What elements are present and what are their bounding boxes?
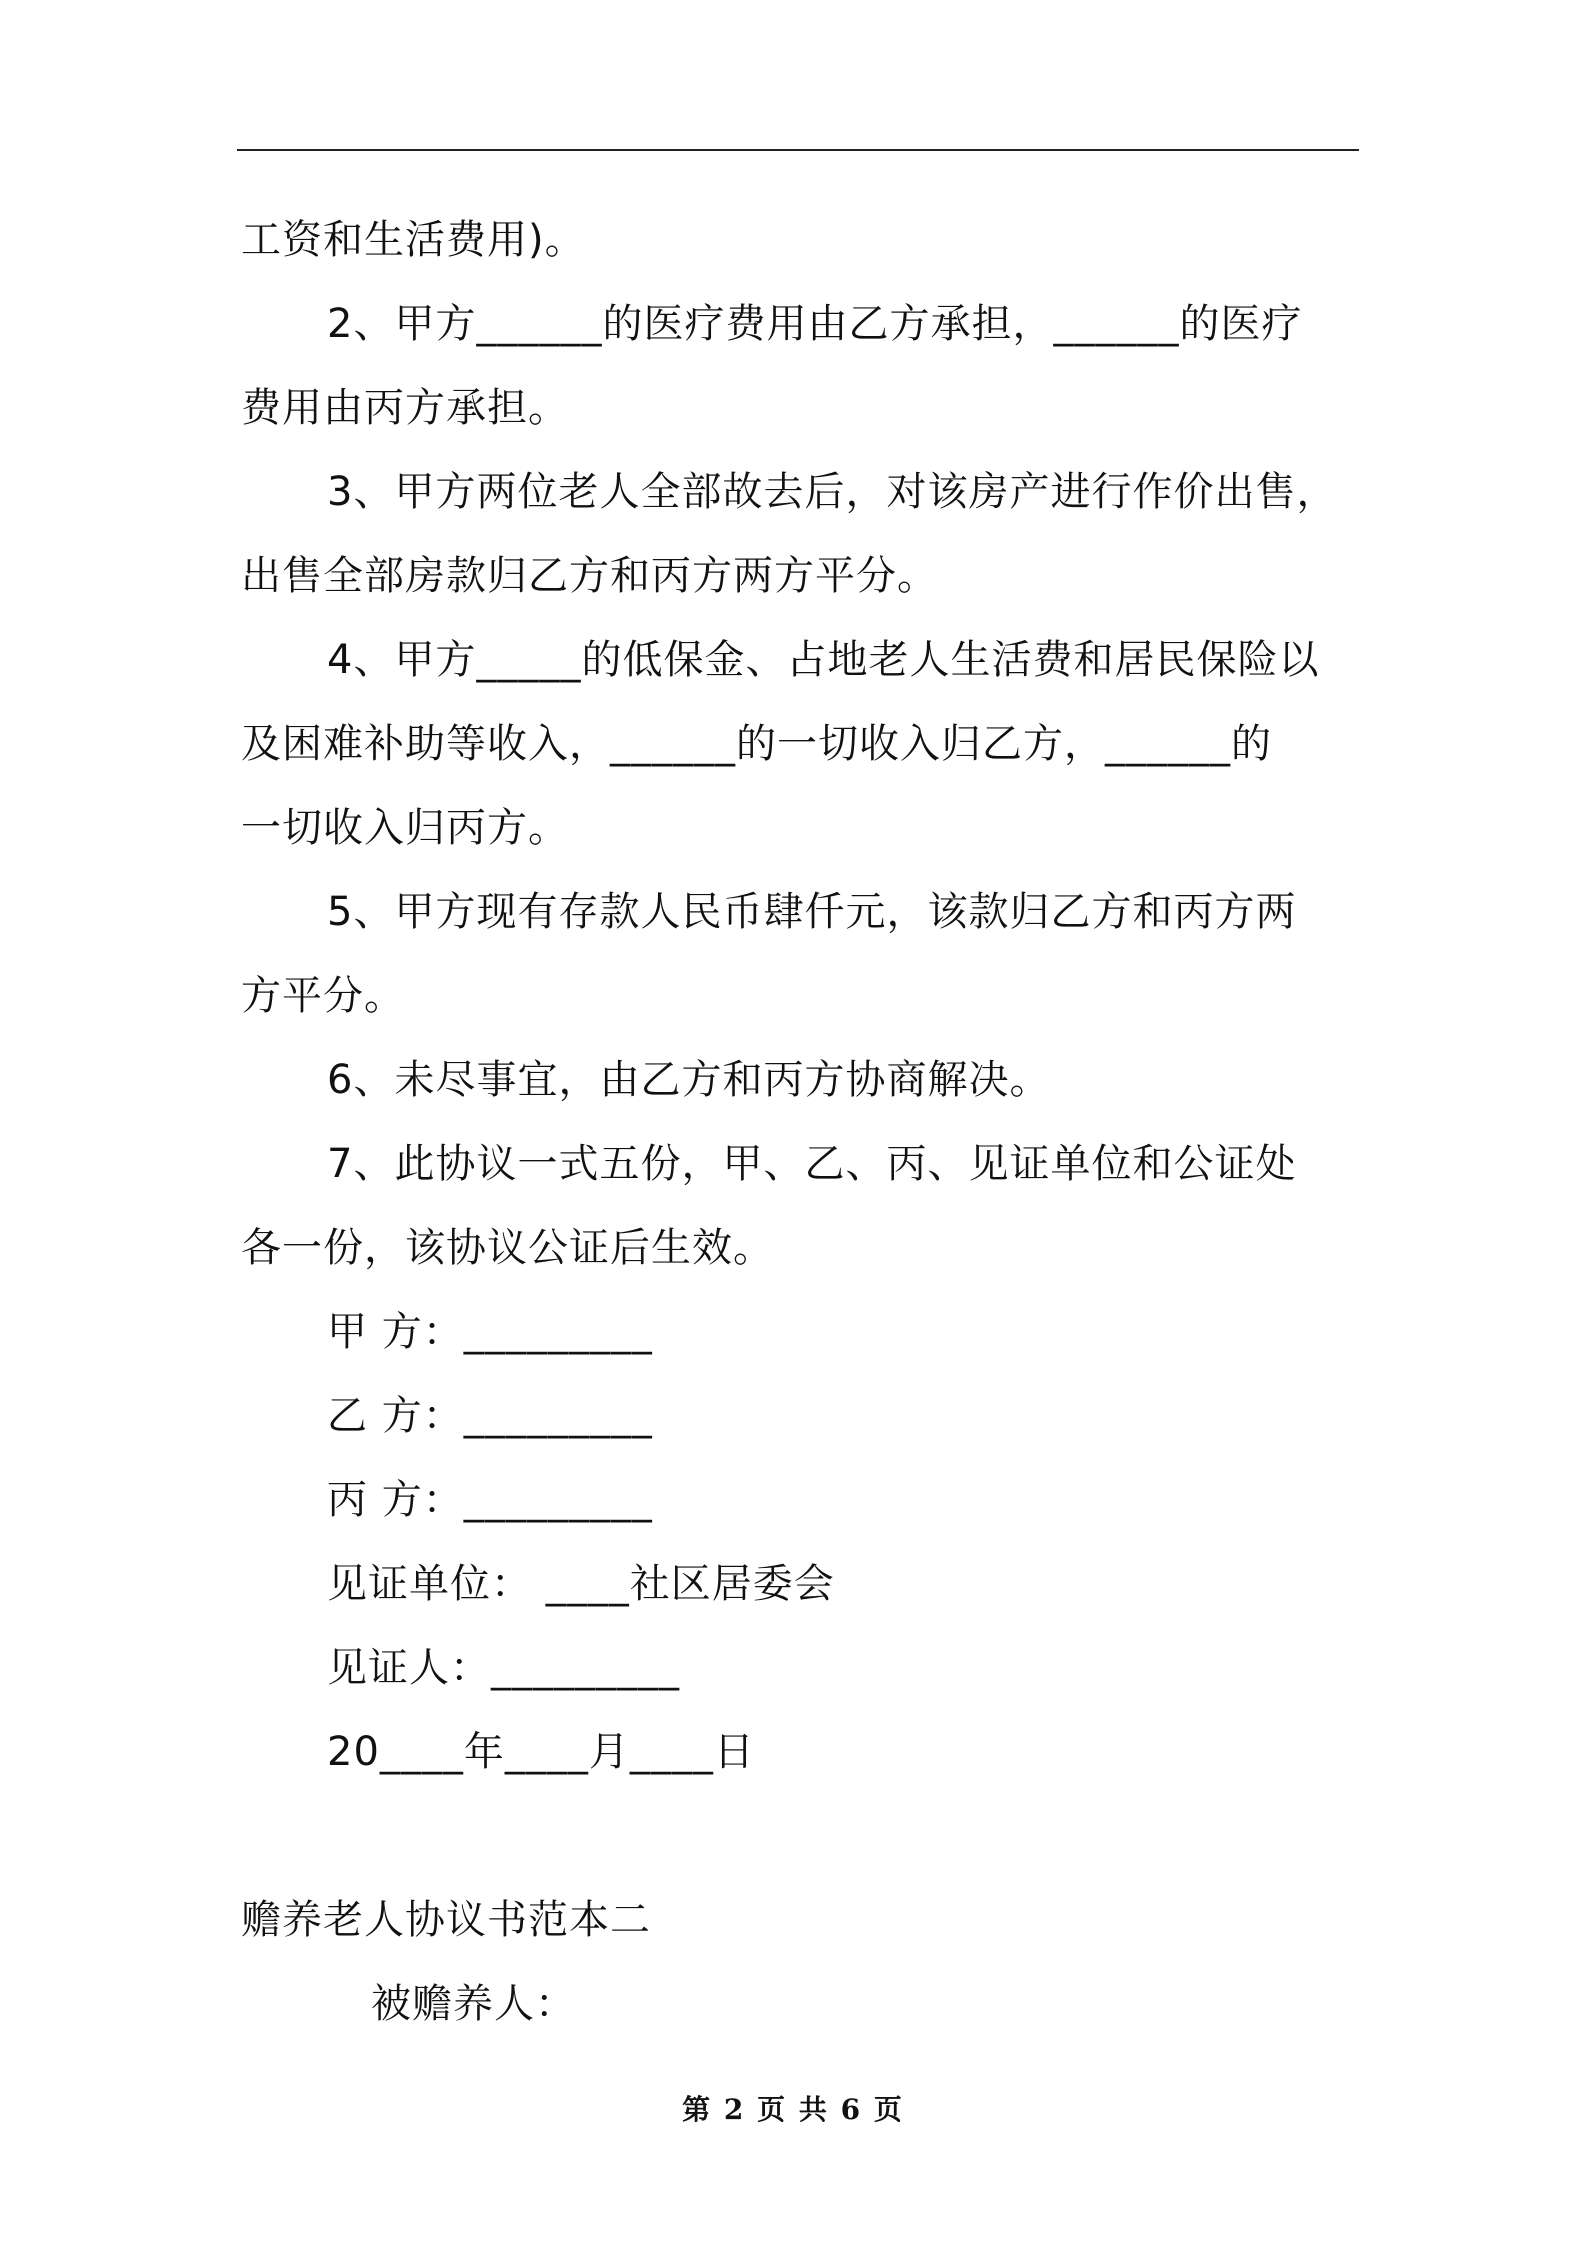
beneficiary-label: 被赡养人：	[371, 1981, 576, 2027]
section-spacer	[241, 1794, 1359, 1878]
signature-party-b: 乙 方：_________	[327, 1393, 653, 1439]
clause-2-line-2: 费用由丙方承担。	[241, 385, 569, 431]
signature-witness-unit: 见证单位： ____社区居委会	[327, 1561, 835, 1607]
paragraph-line: 工资和生活费用)。	[241, 217, 586, 263]
clause-4-line-3: 一切收入归丙方。	[241, 805, 569, 851]
clause-5-line-1: 5、甲方现有存款人民币肆仟元，该款归乙方和丙方两	[327, 889, 1297, 935]
clause-2-line-1: 2、甲方______的医疗费用由乙方承担，______的医疗	[327, 301, 1303, 347]
clause-4-line-2: 及困难补助等收入，______的一切收入归乙方，______的	[241, 721, 1272, 767]
clause-5-line-2: 方平分。	[241, 973, 405, 1019]
clause-7-line-1: 7、此协议一式五份，甲、乙、丙、见证单位和公证处	[327, 1141, 1297, 1187]
clause-6-line-1: 6、未尽事宜，由乙方和丙方协商解决。	[327, 1057, 1051, 1103]
signature-witness: 见证人：_________	[327, 1645, 680, 1691]
clause-4-line-1: 4、甲方_____的低保金、占地老人生活费和居民保险以	[327, 637, 1320, 683]
page-number-footer: 第 2 页 共 6 页	[682, 2093, 904, 2126]
clause-3-line-2: 出售全部房款归乙方和丙方两方平分。	[241, 553, 938, 599]
document-body	[241, 198, 1359, 2046]
signature-party-a: 甲 方：_________	[327, 1309, 653, 1355]
clause-3-line-1: 3、甲方两位老人全部故去后，对该房产进行作价出售，	[327, 469, 1338, 515]
signature-date: 20____年____月____日	[327, 1729, 755, 1775]
signature-party-c: 丙 方：_________	[327, 1477, 653, 1523]
section-title: 赡养老人协议书范本二	[241, 1897, 651, 1943]
clause-7-line-2: 各一份，该协议公证后生效。	[241, 1225, 774, 1271]
header-rule	[237, 149, 1359, 151]
